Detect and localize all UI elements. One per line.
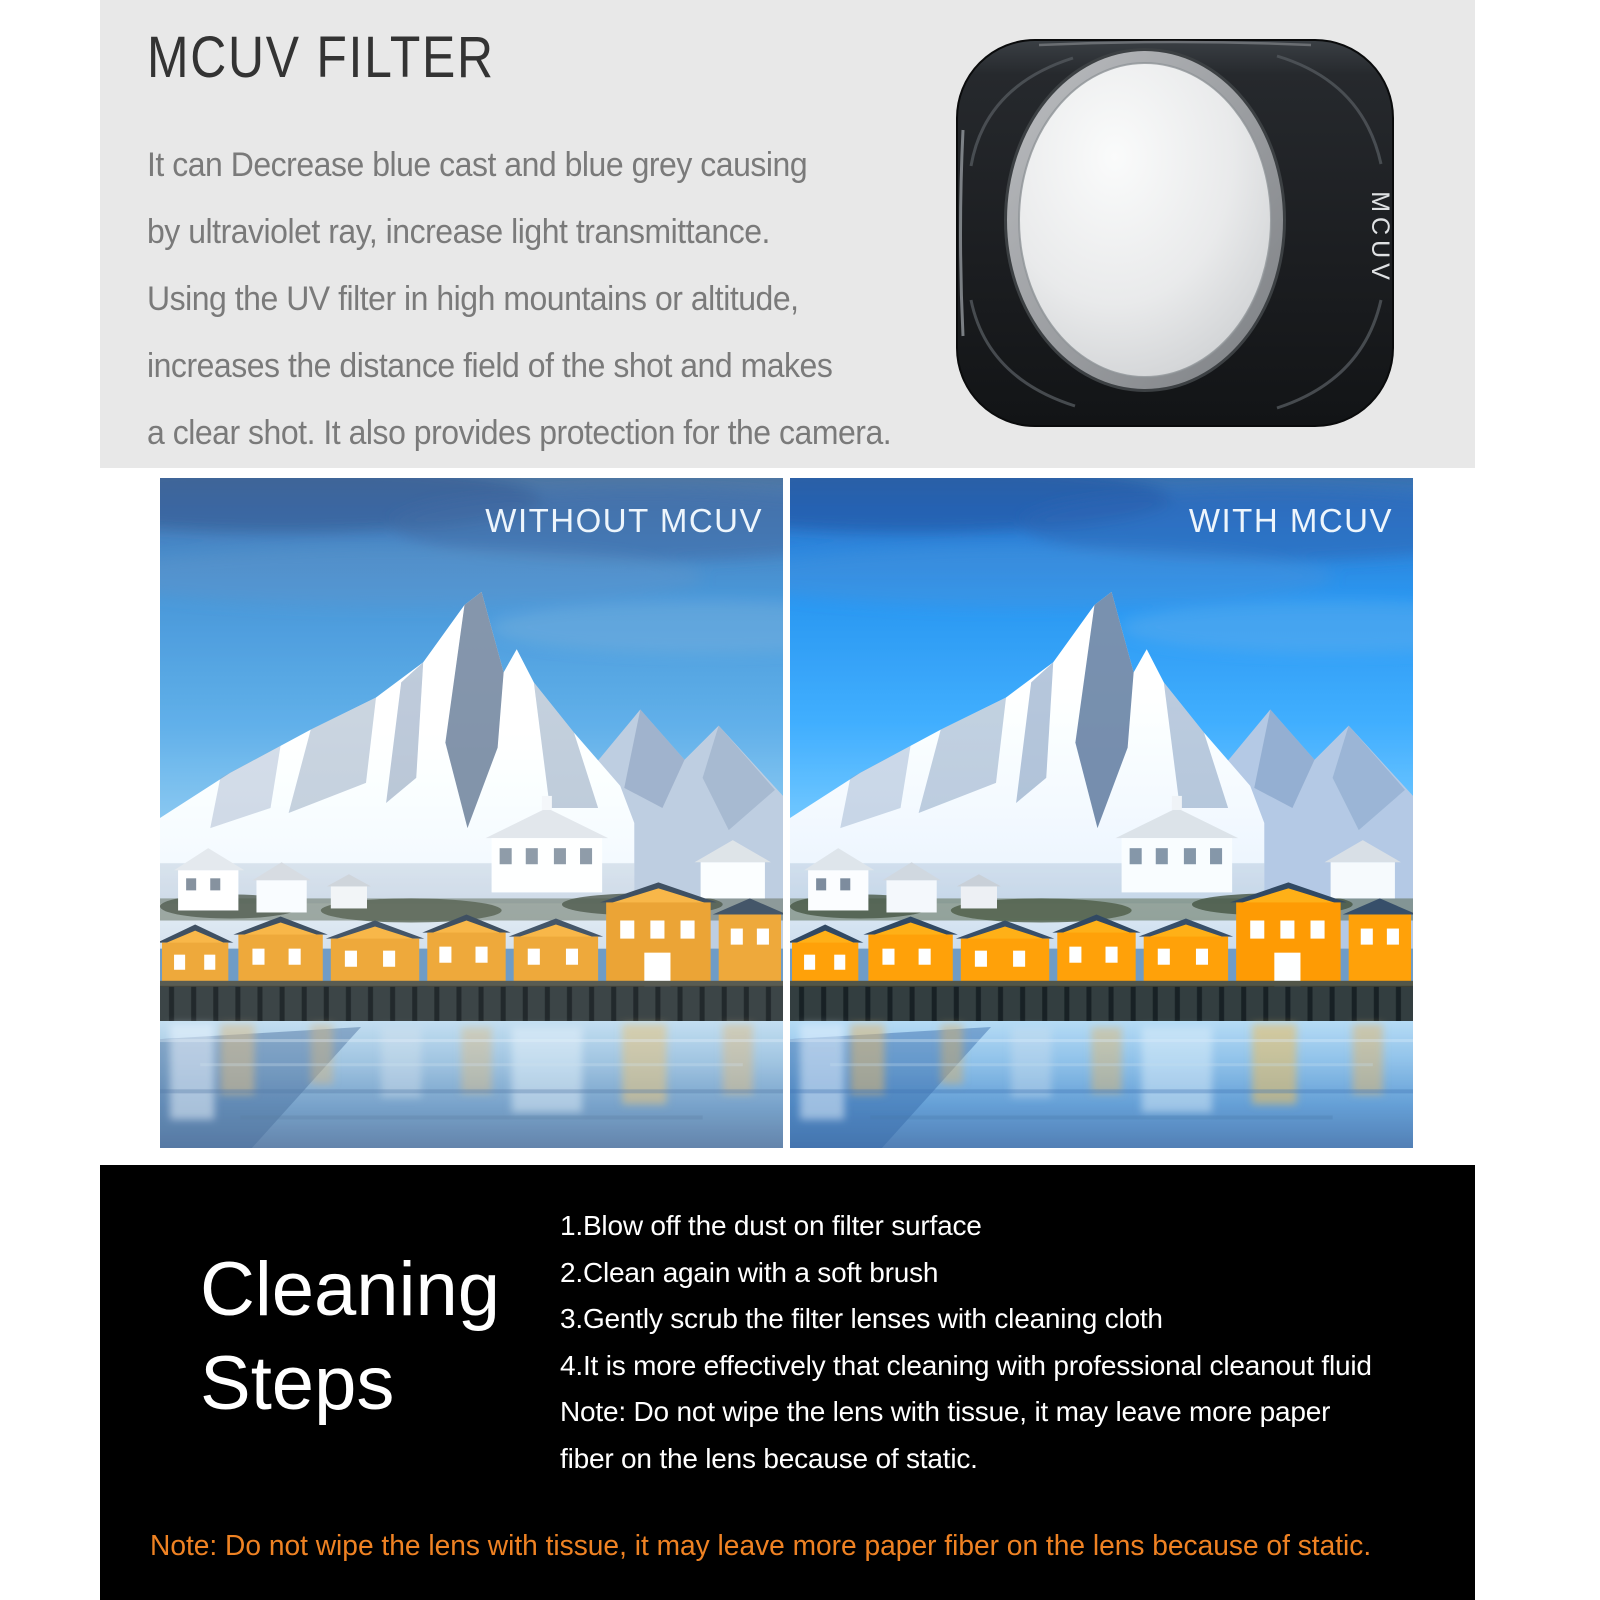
cleaning-steps-list [560, 1203, 1372, 1482]
cleaning-section [100, 1165, 1475, 1600]
hero-description [147, 132, 891, 467]
cleaning-note-line-1: Note: Do not wipe the lens with tissue, it may leave more paper [560, 1396, 1331, 1427]
description-line-3: Using the UV filter in high mountains or altitude, [147, 280, 799, 318]
cleaning-step-1: 1.Blow off the dust on filter surface [560, 1210, 982, 1241]
description-line-1: It can Decrease blue cast and blue grey causing [147, 146, 808, 184]
filter-vertical-label: MCUV [1366, 191, 1394, 285]
cleaning-step-3: 3.Gently scrub the filter lenses with cleaning cloth [560, 1303, 1163, 1334]
product-image [955, 38, 1395, 428]
photo-without-mcuv [160, 478, 783, 1148]
cleaning-note-line-2: fiber on the lens because of static. [560, 1442, 978, 1474]
photo-label-without: WITHOUT MCUV [485, 502, 763, 539]
cleaning-heading [200, 1243, 500, 1431]
hero-section [100, 0, 1475, 468]
landscape-scene-with [790, 478, 1413, 1148]
cleaning-step-4: 4.It is more effectively that cleaning with professional cleanout fluid [560, 1349, 1372, 1381]
cleaning-heading-line-1: Cleaning [200, 1247, 500, 1332]
page-title: MCUV FILTER [147, 25, 495, 90]
filter-lens [1019, 63, 1271, 377]
cleaning-heading-line-2: Steps [200, 1341, 395, 1426]
description-line-4: increases the distance field of the shot and makes [147, 347, 833, 385]
comparison-section [160, 478, 1413, 1148]
landscape-scene-without [160, 478, 783, 1148]
description-line-2: by ultraviolet ray, increase light transmittance. [147, 213, 770, 251]
cleaning-step-2: 2.Clean again with a soft brush [560, 1256, 939, 1288]
filter-product-render [955, 38, 1395, 428]
photo-with-mcuv [790, 478, 1413, 1148]
photo-label-with: WITH MCUV [1188, 502, 1393, 539]
description-line-5: a clear shot. It also provides protection for the camera. [147, 414, 892, 452]
footer-note: Note: Do not wipe the lens with tissue, it may leave more paper fiber on the lens because of static. [150, 1530, 1372, 1562]
